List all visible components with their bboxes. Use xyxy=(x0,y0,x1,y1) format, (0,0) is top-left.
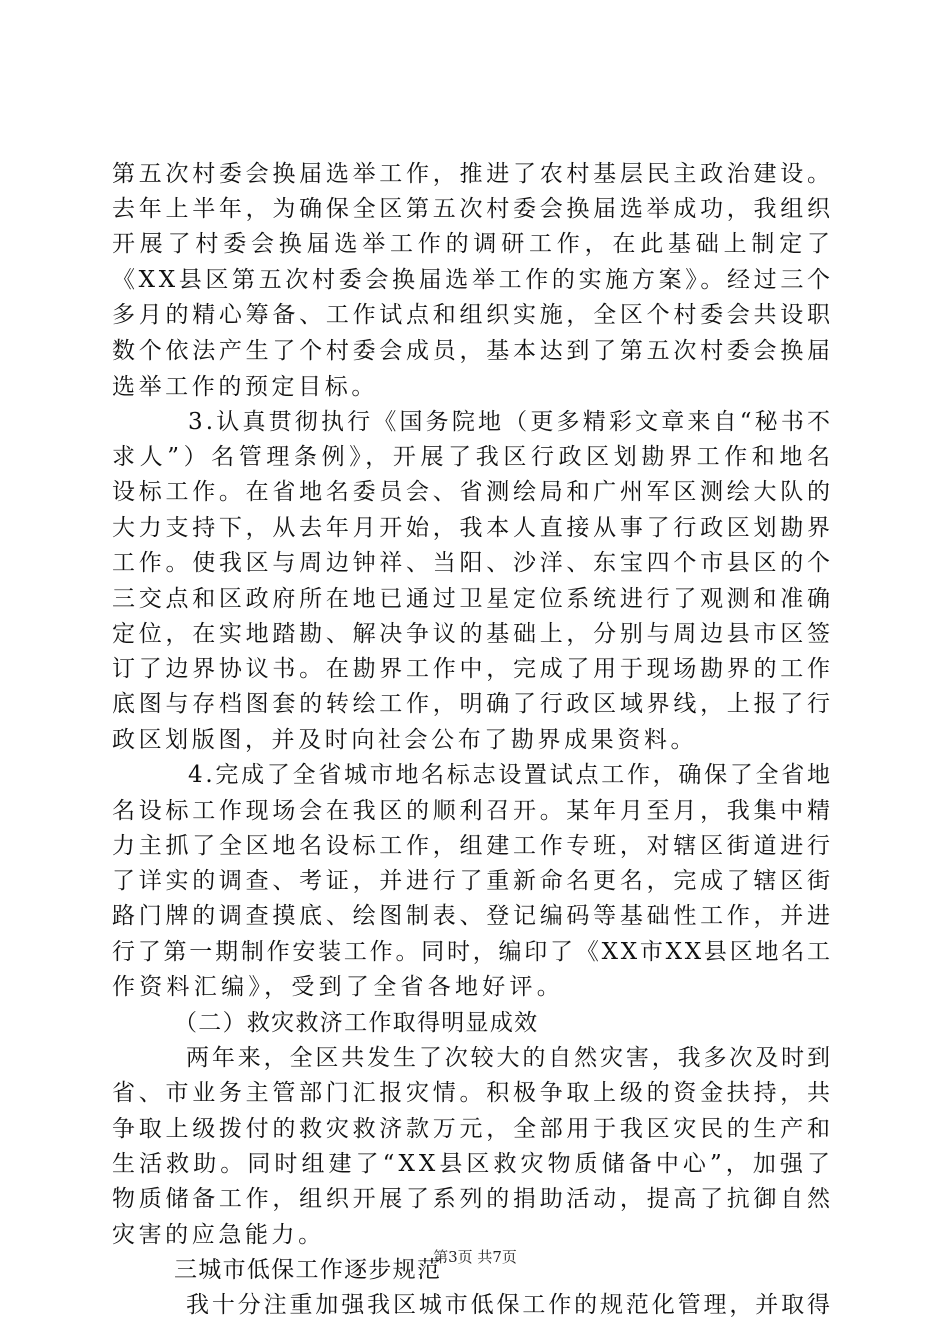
text-line xyxy=(0,262,950,298)
text-line-content: 三交点和区政府所在地已通过卫星定位系统进行了观测和准确 xyxy=(112,586,834,612)
text-line xyxy=(0,898,950,934)
text-line xyxy=(0,404,950,440)
text-line xyxy=(0,545,950,581)
text-line-content: 定位，在实地踏勘、解决争议的基础上，分别与周边县市区签 xyxy=(112,621,834,647)
text-line xyxy=(0,369,950,405)
text-line-content: 《XX县区第五次村委会换届选举工作的实施方案》。经过三个 xyxy=(112,267,834,293)
text-line-content: 政区划版图，并及时向社会公布了勘界成果资料。 xyxy=(112,727,698,753)
text-line-content: 开展了村委会换届选举工作的调研工作，在此基础上制定了 xyxy=(112,231,835,257)
text-line xyxy=(0,1075,950,1111)
text-line-content: 我十分注重加强我区城市低保工作的规范化管理，并取得 xyxy=(186,1292,833,1318)
text-line xyxy=(0,793,950,829)
text-line-content: 订了边界协议书。在勘界工作中，完成了用于现场勘界的工作 xyxy=(112,656,834,682)
text-line xyxy=(0,1005,950,1041)
page-footer: 第3页 共7页 xyxy=(433,1248,517,1266)
text-line xyxy=(0,333,950,369)
text-line-content: 了详实的调查、考证，并进行了重新命名更名，完成了辖区街 xyxy=(112,868,834,894)
text-line xyxy=(0,1146,950,1182)
text-line xyxy=(0,297,950,333)
text-line xyxy=(0,651,950,687)
text-line-content: 求人”）名管理条例》，开展了我区行政区划勘界工作和地名 xyxy=(112,444,835,470)
text-line-content: 第五次村委会换届选举工作，推进了农村基层民主政治建设。 xyxy=(112,161,834,187)
text-line xyxy=(0,156,950,192)
text-line-content: 力主抓了全区地名设标工作，组建工作专班，对辖区街道进行 xyxy=(112,833,834,859)
text-line-content: 三城市低保工作逐步规范 xyxy=(174,1257,442,1283)
text-line-content: 两年来，全区共发生了次较大的自然灾害，我多次及时到 xyxy=(186,1045,833,1071)
text-line xyxy=(0,757,950,793)
text-line-content: 数个依法产生了个村委会成员，基本达到了第五次村委会换届 xyxy=(112,338,834,364)
text-line-content: 选举工作的预定目标。 xyxy=(112,374,378,400)
text-line-content: 去年上半年，为确保全区第五次村委会换届选举成功，我组织 xyxy=(112,196,834,222)
text-line-content: 灾害的应急能力。 xyxy=(112,1222,325,1248)
text-line-content: 底图与存档图套的转绘工作，明确了行政区域界线，上报了行 xyxy=(112,691,834,717)
text-line xyxy=(0,722,950,758)
text-line-content: 物质储备工作，组织开展了系列的捐助活动，提高了抗御自然 xyxy=(112,1186,834,1212)
text-line xyxy=(0,510,950,546)
text-line xyxy=(0,439,950,475)
text-line-content: 行了第一期制作安装工作。同时，编印了《XX市XX县区地名工 xyxy=(112,939,833,965)
text-line-content: 路门牌的调查摸底、绘图制表、登记编码等基础性工作，并进 xyxy=(112,903,834,929)
text-line xyxy=(0,616,950,652)
text-line-content: 多月的精心筹备、工作试点和组织实施，全区个村委会共设职 xyxy=(112,302,834,328)
text-line-content: 省、市业务主管部门汇报灾情。积极争取上级的资金扶持，共 xyxy=(112,1080,834,1106)
text-line-content: 大力支持下，从去年月开始，我本人直接从事了行政区划勘界 xyxy=(112,515,834,541)
text-line xyxy=(0,1181,950,1217)
text-line xyxy=(0,686,950,722)
text-line xyxy=(0,934,950,970)
text-line xyxy=(0,969,950,1005)
text-line xyxy=(0,581,950,617)
text-line-content: 设标工作。在省地名委员会、省测绘局和广州军区测绘大队的 xyxy=(112,479,834,505)
text-line xyxy=(0,226,950,262)
text-line xyxy=(0,863,950,899)
text-line xyxy=(0,191,950,227)
text-line-content: （二）救灾救济工作取得明显成效 xyxy=(174,1010,539,1036)
text-line xyxy=(0,1287,950,1323)
text-line-content: 名设标工作现场会在我区的顺利召开。某年月至月，我集中精 xyxy=(112,798,834,824)
text-line-content: 4.完成了全省城市地名标志设置试点工作，确保了全省地 xyxy=(188,762,833,788)
text-line xyxy=(0,828,950,864)
text-line-content: 争取上级拨付的救灾救济款万元，全部用于我区灾民的生产和 xyxy=(112,1116,834,1142)
text-line-content: 生活救助。同时组建了“XX县区救灾物质储备中心”，加强了 xyxy=(112,1151,835,1177)
text-line xyxy=(0,1040,950,1076)
text-line-content: 作资料汇编》，受到了全省各地好评。 xyxy=(112,974,565,1000)
text-line-content: 工作。使我区与周边钟祥、当阳、沙洋、东宝四个市县区的个 xyxy=(112,550,834,576)
text-line xyxy=(0,1111,950,1147)
text-line xyxy=(0,474,950,510)
text-line-content: 3.认真贯彻执行《国务院地（更多精彩文章来自“秘书不 xyxy=(188,409,834,435)
